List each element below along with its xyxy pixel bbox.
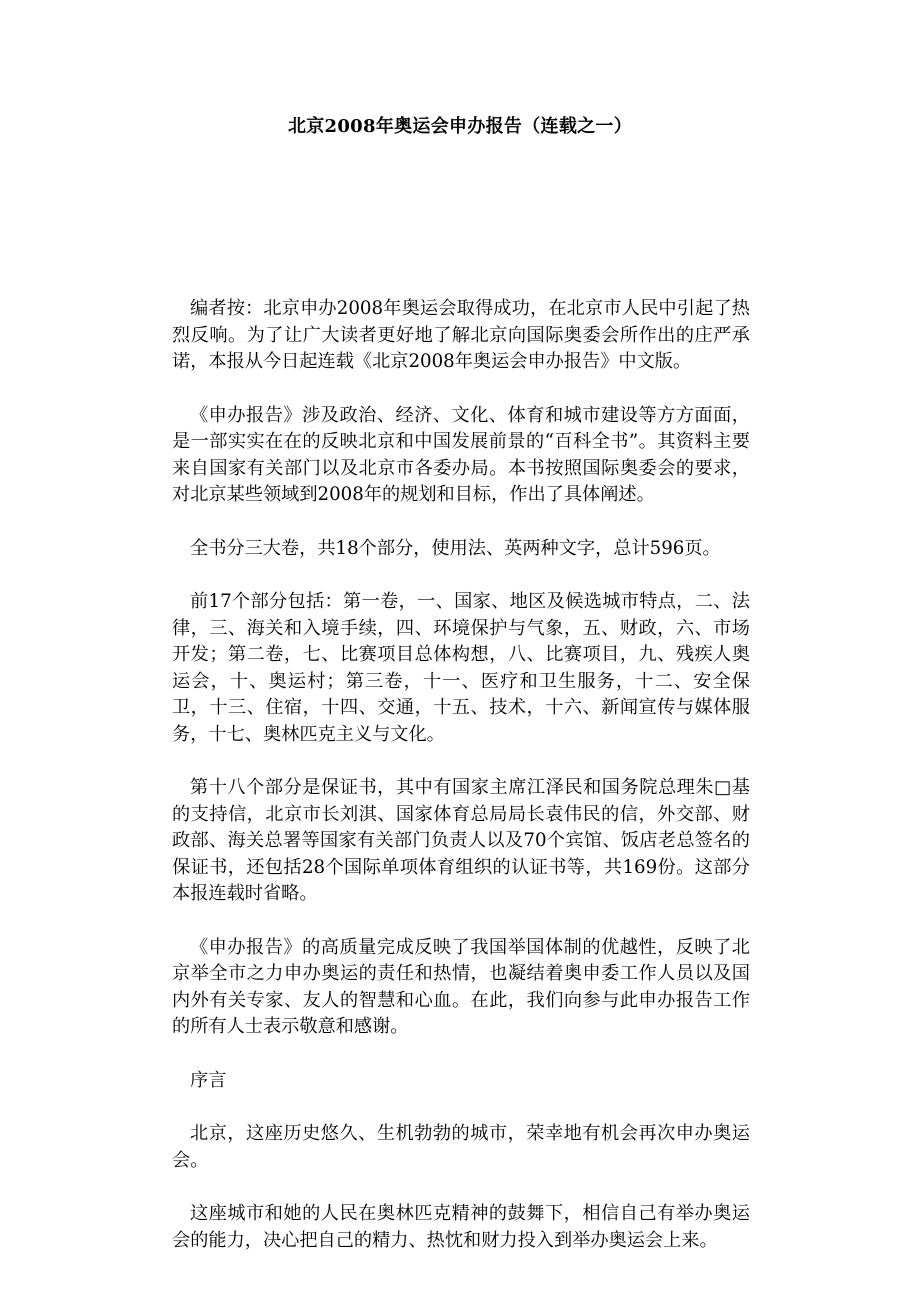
paragraph-preface-heading: 序言 [190, 1069, 227, 1091]
paragraph-contents: 前17个部分包括：第一卷，一、国家、地区及候选城市特点，二、法律，三、海关和入境手续，四、环境保护与气象，五、财政，六、市场开发；第二卷，七、比赛项目总体构想，八、比赛项目，九、残疾人奥运会，十、奥运村；第三卷，十一、医疗和卫生服务，十二、安全保卫，十三、住宿，十四、交通，十五、技术，十六、新闻宣传与媒体服务，十七、奥林匹克主义与文化。 [172, 591, 750, 745]
paragraph-editor-note: 编者按：北京申办2008年奥运会取得成功，在北京市人民中引起了热烈反响。为了让广大读者更好地了解北京向国际奥委会所作出的庄严承诺，本报从今日起连载《北京2008年奥运会申办报告》中文版。 [172, 298, 750, 372]
document-title: 北京2008年奥运会申办报告（连载之一） [287, 116, 633, 137]
paragraph-acknowledgement: 《申办报告》的高质量完成反映了我国举国体制的优越性，反映了北京举全市之力申办奥运的责任和热情，也凝结着奥申委工作人员以及国内外有关专家、友人的智慧和心血。在此，我们向参与此申办报告工作的所有人士表示敬意和感谢。 [172, 936, 750, 1037]
paragraph-guarantees: 第十八个部分是保证书，其中有国家主席江泽民和国务院总理朱□基的支持信，北京市长刘淇、国家体育总局局长袁伟民的信，外交部、财政部、海关总署等国家有关部门负责人以及70个宾馆、饭店老总签名的保证书，还包括28个国际单项体育组织的认证书等，共169份。这部分本报连载时省略。 [172, 777, 750, 904]
paragraph-report-scope: 《申办报告》涉及政治、经济、文化、体育和城市建设等方方面面，是一部实实在在的反映北京和中国发展前景的“百科全书”。其资料主要来自国家有关部门以及北京市各委办局。本书按照国际奥委会的要求，对北京某些领域到2008年的规划和目标，作出了具体阐述。 [172, 404, 750, 505]
paragraph-volumes: 全书分三大卷，共18个部分，使用法、英两种文字，总计596页。 [190, 537, 721, 559]
paragraph-preface-beijing: 北京，这座历史悠久、生机勃勃的城市，荣幸地有机会再次申办奥运会。 [172, 1123, 750, 1171]
paragraph-preface-city: 这座城市和她的人民在奥林匹克精神的鼓舞下，相信自己有举办奥运会的能力，决心把自己的精力、热忱和财力投入到举办奥运会上来。 [172, 1203, 750, 1251]
document-body [172, 296, 750, 1281]
